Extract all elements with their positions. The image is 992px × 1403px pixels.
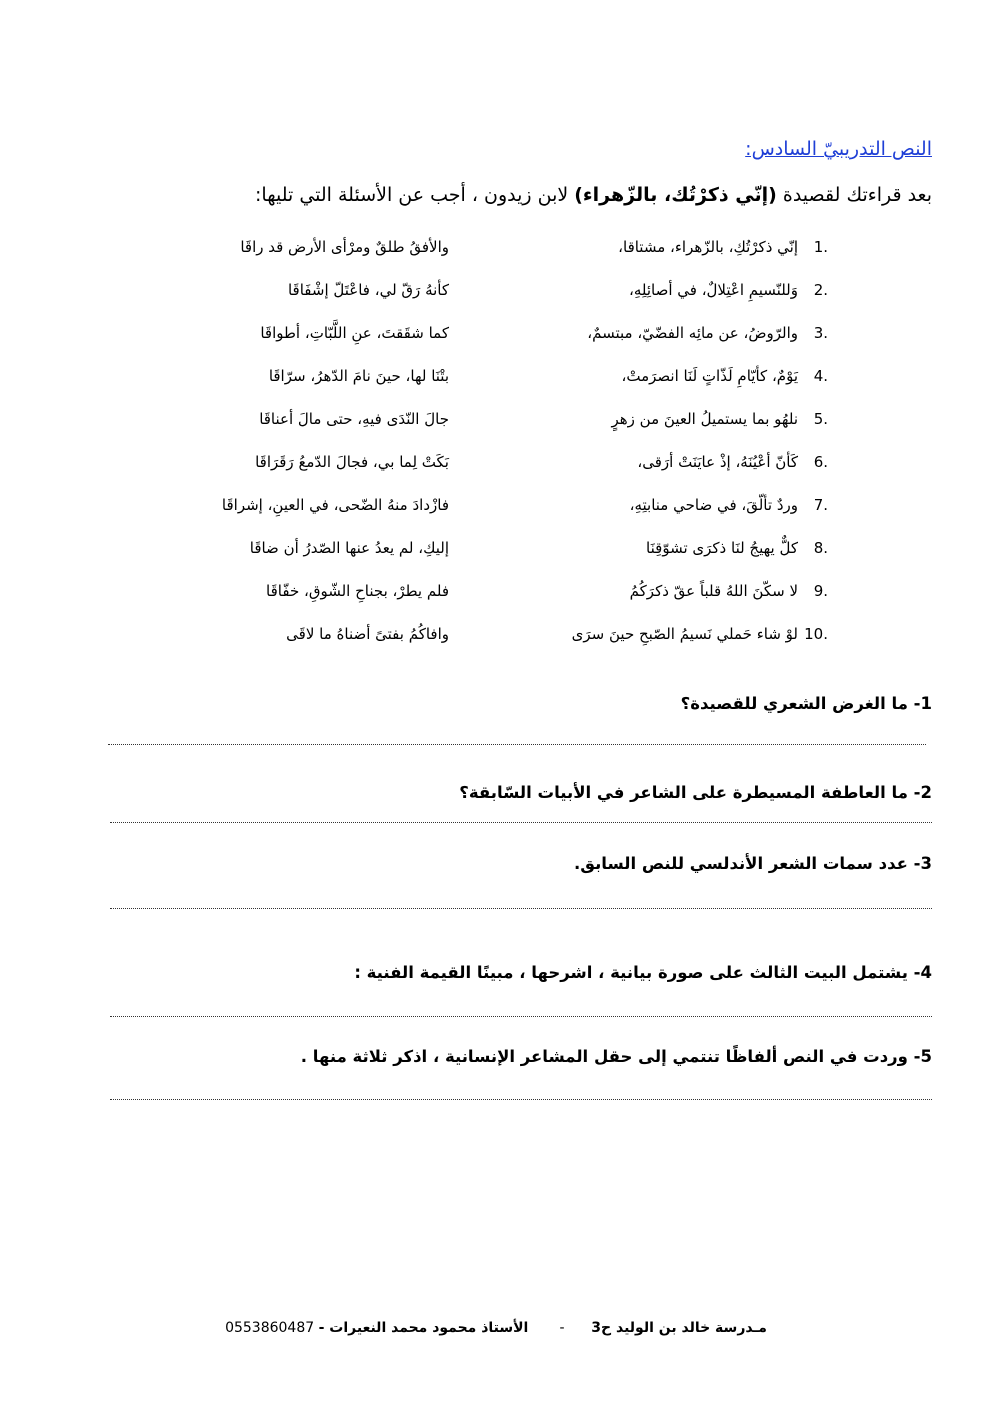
poem-name: (إنّي ذكرْتُك، بالزّهراء) <box>574 184 777 206</box>
verse-first-hemistich: وَللنّسيمِ اعْتِلالٌ، في أصائِلِهِ، <box>628 281 798 299</box>
verse <box>124 453 828 496</box>
footer-school: مـدرسة خالد بن الوليد ح3 <box>591 1320 767 1336</box>
verse-first-hemistich: وردٌ تألّقَ، في ضاحي منابتِهِ، <box>629 496 798 514</box>
verse-number: 4. <box>813 367 828 385</box>
answer-line-5[interactable] <box>110 1099 932 1100</box>
verse <box>124 582 828 625</box>
verse-first-hemistich: كلٌّ يهيجُ لنَا ذكرَى تشوّقِنَا <box>646 539 798 557</box>
verse <box>124 238 828 281</box>
verse-first-hemistich: لوْ شاء حَملي نَسيمُ الصّبحِ حينَ سرَى <box>571 625 798 643</box>
instructions-after: لابن زيدون ، أجب عن الأسئلة التي تليها: <box>255 184 569 206</box>
verse-number: 8. <box>813 539 828 557</box>
answer-line-1[interactable] <box>108 744 926 745</box>
instructions <box>255 184 932 206</box>
verse-second-hemistich: وافاكُمُ بفتىً أضناهُ ما لاقَى <box>286 625 449 643</box>
verse-first-hemistich: نلهُو بما يستميلُ العينَ من زهرٍ <box>611 410 798 428</box>
page-footer <box>0 1320 992 1336</box>
verse <box>124 496 828 539</box>
verse-second-hemistich: كأنهُ رَقّ لي، فاعْتَلّ إشْفَاقَا <box>287 281 449 299</box>
verse-number: 5. <box>813 410 828 428</box>
poem <box>124 238 828 668</box>
question-1: 1- ما الغرض الشعري للقصيدة؟ <box>680 694 932 713</box>
answer-line-4[interactable] <box>110 1016 932 1017</box>
verse-number: 9. <box>813 582 828 600</box>
verse-second-hemistich: جالَ النّدَى فيهِ، حتى مالَ أعناقَا <box>259 410 449 428</box>
verse-first-hemistich: إنّي ذكرْتُكِ، بالزّهراء، مشتاقا، <box>618 238 798 256</box>
answer-line-3[interactable] <box>110 908 932 909</box>
verse <box>124 281 828 324</box>
verse <box>124 410 828 453</box>
verse <box>124 367 828 410</box>
question-4: 4- يشتمل البيت الثالث على صورة بيانية ، اشرحها ، مبينًا القيمة الفنية : <box>354 963 932 982</box>
verse-second-hemistich: والأفقُ طلقٌ ومرْأى الأرض قد راقَا <box>240 238 449 256</box>
verse-second-hemistich: بتْنَا لها، حينَ نامَ الدّهرُ، سرّاقَا <box>268 367 449 385</box>
verse-second-hemistich: إليكِ، لم يعدُ عنها الصّدرُ أن ضاقَا <box>249 539 449 557</box>
verse <box>124 324 828 367</box>
verse-second-hemistich: كما شقَقتَ، عنِ اللَّبّاتِ، أطواقَا <box>260 324 449 342</box>
verse-number: 2. <box>813 281 828 299</box>
verse <box>124 539 828 582</box>
verse-number: 3. <box>813 324 828 342</box>
verse-first-hemistich: والرّوضُ، عن مائِه الفضّيّ، مبتسمٌ، <box>587 324 798 342</box>
verse-number: 10. <box>804 625 828 643</box>
instructions-before: بعد قراءتك لقصيدة <box>782 184 932 206</box>
footer-phone: 0553860487 <box>225 1320 315 1336</box>
verse-second-hemistich: فازْدادَ منهُ الضّحى، في العينِ، إشراقَا <box>221 496 449 514</box>
verse-first-hemistich: لا سكّنَ اللهُ قلباً عقّ ذكرَكُمُ <box>629 582 798 600</box>
question-5: 5- وردت في النص ألفاظًا تنتمي إلى حقل المشاعر الإنسانية ، اذكر ثلاثة منها . <box>300 1047 932 1066</box>
verse <box>124 625 828 668</box>
verse-number: 1. <box>813 238 828 256</box>
verse-number: 6. <box>813 453 828 471</box>
verse-first-hemistich: يَوْمٌ، كأيّامِ لَذّاتٍ لَنَا انصرَمتْ، <box>621 367 798 385</box>
question-3: 3- عدد سمات الشعر الأندلسي للنص السابق. <box>573 854 932 873</box>
verse-number: 7. <box>813 496 828 514</box>
verse-second-hemistich: فلم يطرْ، بجناحِ الشّوقِ، خفّاقَا <box>266 582 449 600</box>
footer-teacher: الأستاذ محمود محمد النعيرات - <box>318 1320 529 1336</box>
verse-first-hemistich: كَأنّ أعْيُنَهُ، إذْ عايَنَتْ أرَقى، <box>637 453 798 471</box>
verse-second-hemistich: بَكَتْ لِما بي، فجالَ الدّمعُ رَقَرَاقَا <box>255 453 449 471</box>
question-2: 2- ما العاطفة المسيطرة على الشاعر في الأبيات السّابقة؟ <box>459 783 932 802</box>
footer-separator: - <box>559 1320 565 1336</box>
answer-line-2[interactable] <box>110 822 932 823</box>
page-title: النص التدريبيّ السادس: <box>745 138 932 160</box>
